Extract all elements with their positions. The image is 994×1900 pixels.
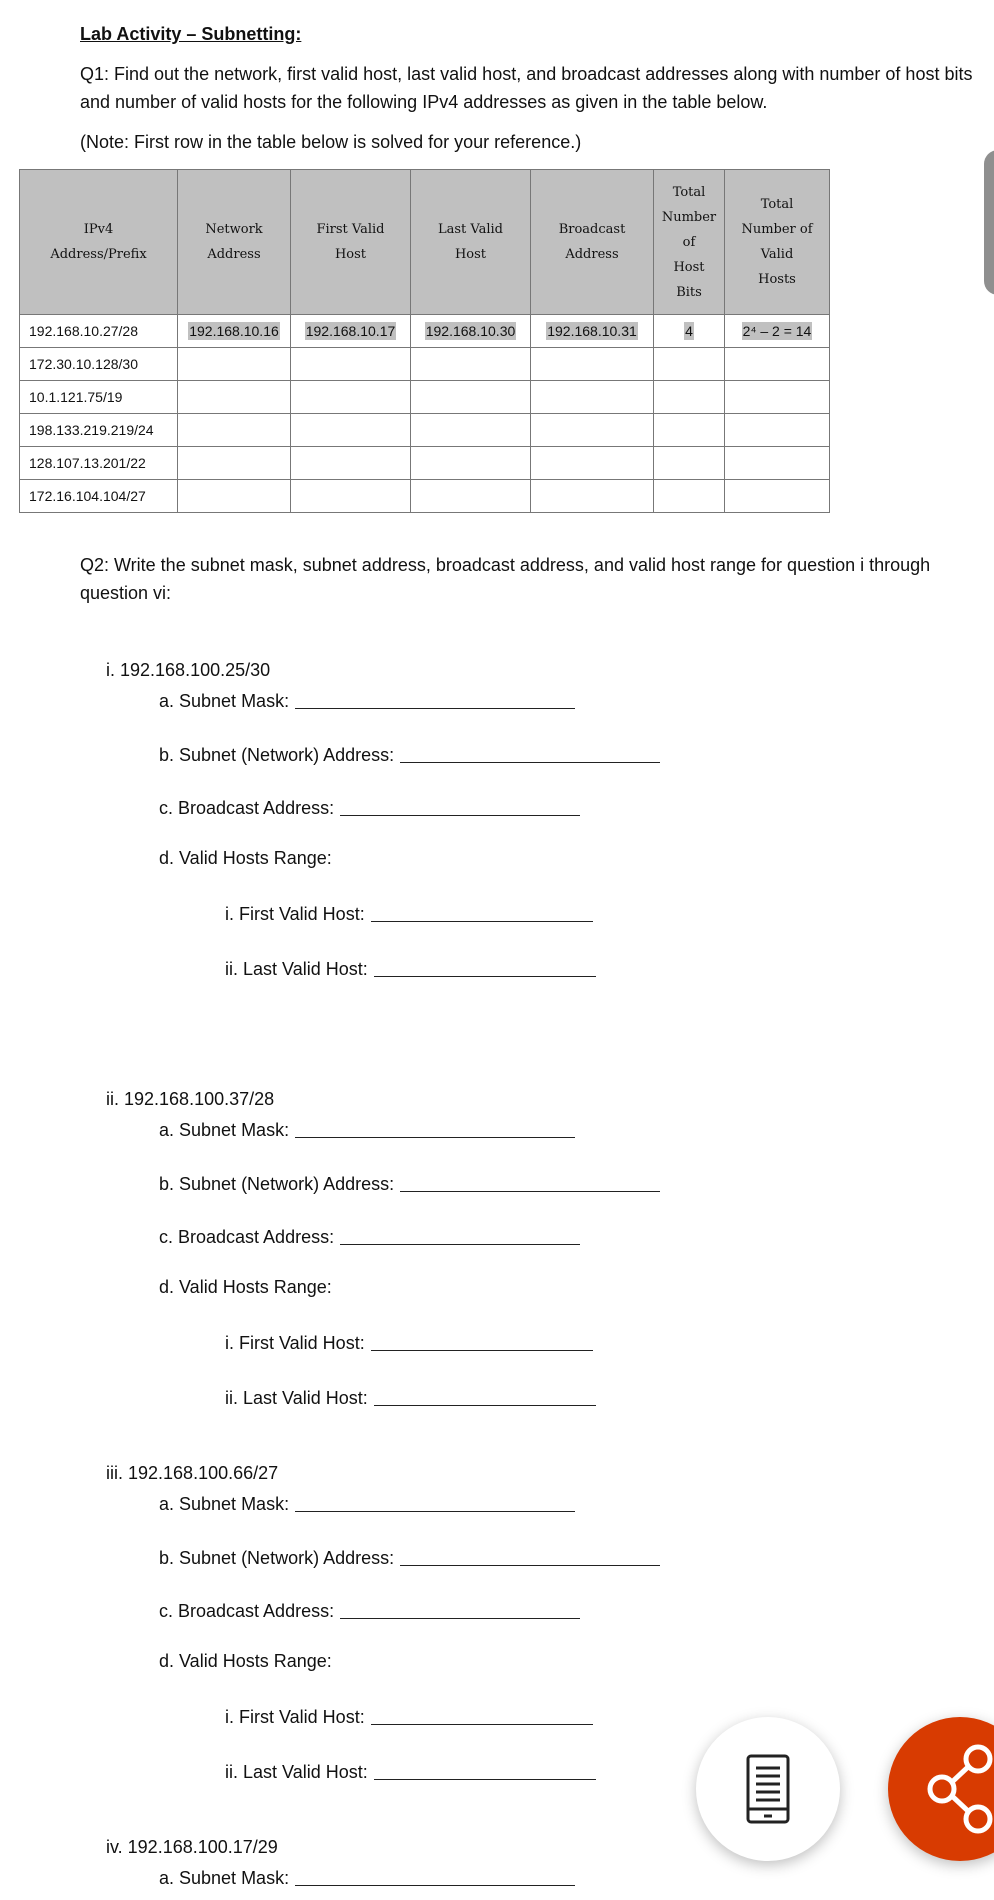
answer-cell[interactable] <box>178 447 291 480</box>
field-label: i. First Valid Host: <box>225 1333 365 1353</box>
ip-prefix-cell <box>20 315 178 348</box>
field-label: a. Subnet Mask: <box>159 1868 290 1888</box>
broadcast-address-field <box>159 795 580 819</box>
answer-blank[interactable] <box>340 1224 580 1245</box>
field-label: ii. Last Valid Host: <box>225 1762 368 1782</box>
answer-cell[interactable] <box>531 348 654 381</box>
field-label: b. Subnet (Network) Address: <box>159 1174 395 1194</box>
answer-cell[interactable] <box>725 414 830 447</box>
column-header: Total Number of Host Bits <box>654 170 725 315</box>
field-label: a. Subnet Mask: <box>159 1120 290 1140</box>
field-label: a. Subnet Mask: <box>159 1494 290 1514</box>
cell-text: 2⁴ – 2 = 14 <box>742 323 812 339</box>
first-valid-host-field <box>225 1704 593 1728</box>
answer-cell[interactable] <box>531 480 654 513</box>
answer-blank[interactable] <box>295 1117 575 1138</box>
answer-cell[interactable] <box>411 381 531 414</box>
field-label: ii. Last Valid Host: <box>225 1388 368 1408</box>
valid-hosts-range-label <box>159 1277 332 1298</box>
answer-cell[interactable] <box>725 348 830 381</box>
answer-cell[interactable] <box>411 315 531 348</box>
answer-cell[interactable] <box>411 414 531 447</box>
answer-cell[interactable] <box>654 315 725 348</box>
answer-blank[interactable] <box>400 1171 660 1192</box>
cell-text: 128.107.13.201/22 <box>29 455 146 471</box>
answer-cell[interactable] <box>654 381 725 414</box>
last-valid-host-field <box>225 1759 596 1783</box>
field-label: c. Broadcast Address: <box>159 798 335 818</box>
ip-prefix-cell <box>20 348 178 381</box>
answer-cell[interactable] <box>725 315 830 348</box>
cell-text: 10.1.121.75/19 <box>29 389 123 405</box>
question-heading: i. 192.168.100.25/30 <box>106 660 271 680</box>
last-valid-host-field <box>225 1385 596 1409</box>
question-1-text: Q1: Find out the network, first valid host, last valid host, and broadcast addresses along with number of host bits and number of valid hosts for the following IPv4 addresses as given in the table below. <box>80 64 973 112</box>
answer-cell[interactable] <box>178 315 291 348</box>
answer-cell[interactable] <box>725 381 830 414</box>
reading-view-icon <box>744 1754 792 1824</box>
cell-text: 198.133.219.219/24 <box>29 422 154 438</box>
answer-cell[interactable] <box>411 348 531 381</box>
answer-cell[interactable] <box>531 315 654 348</box>
column-header: Broadcast Address <box>531 170 654 315</box>
table-row <box>20 381 830 414</box>
cell-text: 192.168.10.31 <box>547 323 637 339</box>
answer-cell[interactable] <box>411 447 531 480</box>
answer-cell[interactable] <box>291 381 411 414</box>
subnet-mask-field <box>159 1865 575 1889</box>
table-row <box>20 480 830 513</box>
document-title: Lab Activity – Subnetting: <box>80 24 302 44</box>
field-label: d. Valid Hosts Range: <box>159 848 332 868</box>
table-row <box>20 348 830 381</box>
reading-view-button[interactable] <box>696 1717 840 1861</box>
column-header: First Valid Host <box>291 170 411 315</box>
answer-cell[interactable] <box>291 348 411 381</box>
answer-cell[interactable] <box>178 381 291 414</box>
answer-cell[interactable] <box>178 480 291 513</box>
answer-blank[interactable] <box>374 1385 596 1406</box>
answer-blank[interactable] <box>295 1491 575 1512</box>
first-valid-host-field <box>225 901 593 925</box>
subnetting-table <box>19 169 830 513</box>
cell-text: 192.168.10.30 <box>425 323 516 339</box>
question-2-text: Q2: Write the subnet mask, subnet address, broadcast address, and valid host range for question i through question vi: <box>80 555 931 603</box>
field-label: d. Valid Hosts Range: <box>159 1277 332 1297</box>
answer-blank[interactable] <box>340 795 580 816</box>
answer-cell[interactable] <box>291 315 411 348</box>
cell-text: 192.168.10.17 <box>305 323 396 339</box>
answer-blank[interactable] <box>371 1330 593 1351</box>
field-label: ii. Last Valid Host: <box>225 959 368 979</box>
field-label: a. Subnet Mask: <box>159 691 290 711</box>
broadcast-address-field <box>159 1224 580 1248</box>
answer-blank[interactable] <box>340 1598 580 1619</box>
last-valid-host-field <box>225 956 596 980</box>
answer-cell[interactable] <box>654 447 725 480</box>
answer-cell[interactable] <box>531 381 654 414</box>
answer-cell[interactable] <box>291 414 411 447</box>
table-row <box>20 414 830 447</box>
answer-cell[interactable] <box>178 414 291 447</box>
cell-text: 172.16.104.104/27 <box>29 488 146 504</box>
subnet-address-field <box>159 1545 660 1569</box>
scroll-handle[interactable] <box>984 150 994 295</box>
subnet-mask-field <box>159 1491 575 1515</box>
answer-cell[interactable] <box>291 480 411 513</box>
answer-cell[interactable] <box>411 480 531 513</box>
column-header: Total Number of Valid Hosts <box>725 170 830 315</box>
cell-text: 172.30.10.128/30 <box>29 356 138 372</box>
ip-prefix-cell <box>20 447 178 480</box>
cell-text: 192.168.10.27/28 <box>29 323 138 339</box>
field-label: i. First Valid Host: <box>225 1707 365 1727</box>
note-text: (Note: First row in the table below is solved for your reference.) <box>80 132 582 152</box>
first-valid-host-field <box>225 1330 593 1354</box>
answer-blank[interactable] <box>371 1704 593 1725</box>
question-heading: ii. 192.168.100.37/28 <box>106 1089 275 1109</box>
answer-blank[interactable] <box>371 901 593 922</box>
valid-hosts-range-label <box>159 848 332 869</box>
answer-cell[interactable] <box>725 447 830 480</box>
answer-cell[interactable] <box>725 480 830 513</box>
answer-cell[interactable] <box>531 414 654 447</box>
question-heading: iv. 192.168.100.17/29 <box>106 1837 278 1857</box>
subnet-mask-field <box>159 1117 575 1141</box>
broadcast-address-field <box>159 1598 580 1622</box>
answer-blank[interactable] <box>295 1865 575 1886</box>
answer-cell[interactable] <box>291 447 411 480</box>
field-label: b. Subnet (Network) Address: <box>159 1548 395 1568</box>
column-header: Last Valid Host <box>411 170 531 315</box>
share-icon <box>888 1717 994 1861</box>
answer-cell[interactable] <box>654 348 725 381</box>
answer-blank[interactable] <box>295 688 575 709</box>
question-heading: iii. 192.168.100.66/27 <box>106 1463 279 1483</box>
answer-blank[interactable] <box>400 1545 660 1566</box>
share-button[interactable] <box>888 1717 994 1861</box>
answer-cell[interactable] <box>178 348 291 381</box>
ip-prefix-cell <box>20 414 178 447</box>
answer-blank[interactable] <box>374 956 596 977</box>
subnet-mask-field <box>159 688 575 712</box>
field-label: c. Broadcast Address: <box>159 1601 335 1621</box>
subnet-address-field <box>159 742 660 766</box>
subnet-address-field <box>159 1171 660 1195</box>
answer-cell[interactable] <box>531 447 654 480</box>
field-label: c. Broadcast Address: <box>159 1227 335 1247</box>
column-header: IPv4 Address/Prefix <box>20 170 178 315</box>
ip-prefix-cell <box>20 480 178 513</box>
cell-text: 4 <box>685 323 693 339</box>
cell-text: 192.168.10.16 <box>189 323 279 339</box>
valid-hosts-range-label <box>159 1651 332 1672</box>
field-label: b. Subnet (Network) Address: <box>159 745 395 765</box>
answer-blank[interactable] <box>374 1759 596 1780</box>
answer-cell[interactable] <box>654 414 725 447</box>
ip-prefix-cell <box>20 381 178 414</box>
table-row <box>20 447 830 480</box>
answer-cell[interactable] <box>654 480 725 513</box>
answer-blank[interactable] <box>400 742 660 763</box>
table-row <box>20 315 830 348</box>
field-label: d. Valid Hosts Range: <box>159 1651 332 1671</box>
field-label: i. First Valid Host: <box>225 904 365 924</box>
column-header: Network Address <box>178 170 291 315</box>
